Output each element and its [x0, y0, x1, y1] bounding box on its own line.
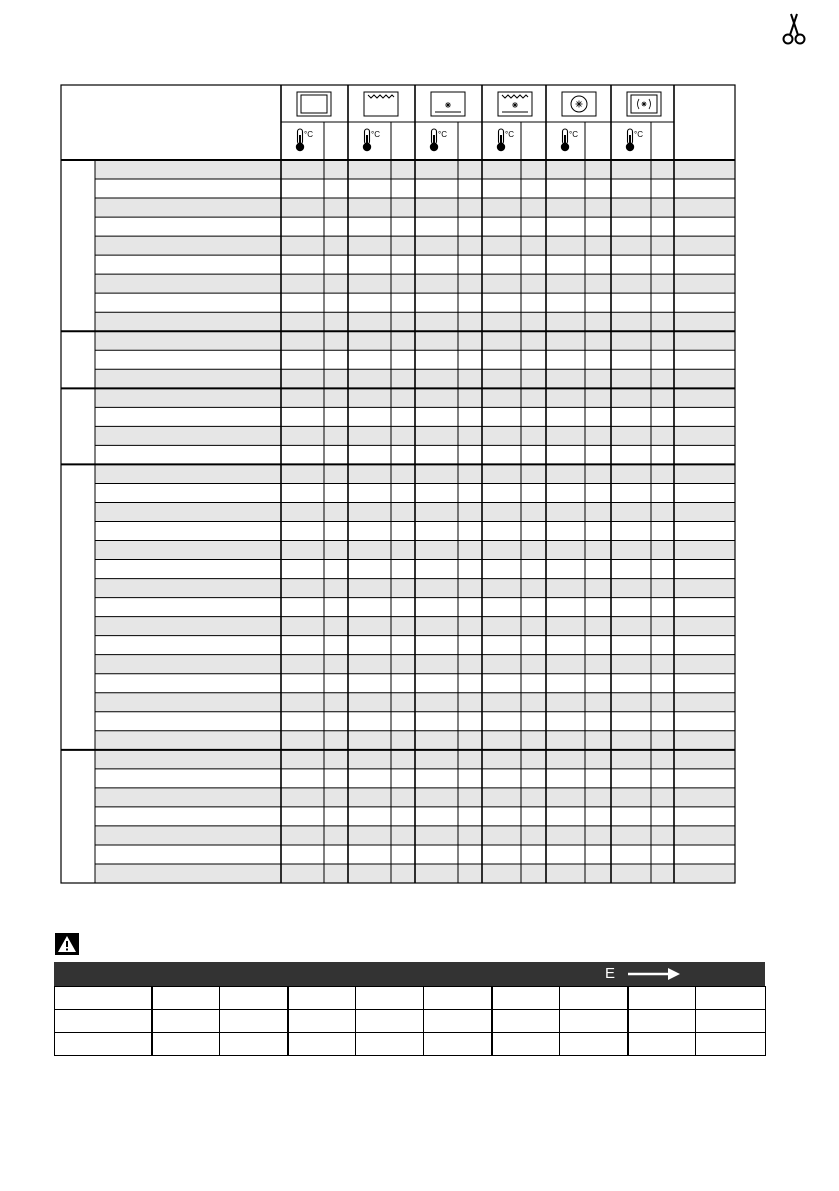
energy-cell: [560, 1010, 628, 1033]
energy-label: E: [605, 965, 616, 982]
energy-cell: [424, 1033, 492, 1056]
energy-cell: [356, 1010, 424, 1033]
circular-fan-icon: [562, 92, 596, 116]
energy-cell: [560, 1033, 628, 1056]
thermometer-icon: [296, 129, 313, 151]
thermometer-icon: [497, 129, 514, 151]
energy-cell: [356, 1033, 424, 1056]
energy-cell: [628, 1033, 696, 1056]
energy-cell: [152, 1033, 220, 1056]
conventional-heat-icon: [297, 92, 331, 116]
energy-cell: [288, 987, 356, 1010]
energy-cell: [152, 1010, 220, 1033]
thermometer-unit-label: °C: [371, 130, 380, 139]
energy-cell: [220, 987, 288, 1010]
energy-cell: [560, 987, 628, 1010]
energy-row: [55, 987, 766, 1010]
thermometer-icon: [626, 129, 643, 151]
energy-cell: [152, 987, 220, 1010]
energy-cell: [288, 1033, 356, 1056]
energy-cell: [55, 1010, 152, 1033]
energy-table: [54, 962, 765, 1056]
energy-cell: [492, 987, 560, 1010]
thermometer-icon: [363, 129, 380, 151]
energy-row: [55, 1033, 766, 1056]
energy-cell: [220, 1010, 288, 1033]
energy-cell: [356, 987, 424, 1010]
energy-cell: [628, 987, 696, 1010]
energy-header-bar: [54, 962, 765, 986]
energy-cell: [696, 1010, 766, 1033]
warning-triangle-icon: [55, 933, 79, 955]
energy-cell: [424, 1010, 492, 1033]
thermometer-unit-label: °C: [438, 130, 447, 139]
thermometer-unit-label: °C: [304, 130, 313, 139]
grill-icon: [364, 92, 398, 116]
energy-cell: [220, 1033, 288, 1056]
fan-conventional-icon: [627, 92, 661, 116]
energy-cell: [55, 987, 152, 1010]
thermometer-unit-label: °C: [634, 130, 643, 139]
fan-bottom-heat-icon: [431, 92, 465, 116]
energy-cell: [492, 1033, 560, 1056]
thermometer-unit-label: °C: [505, 130, 514, 139]
thermometer-unit-label: °C: [569, 130, 578, 139]
thermometer-icon: [430, 129, 447, 151]
energy-cell: [628, 1010, 696, 1033]
energy-cell: [696, 987, 766, 1010]
energy-cell: [492, 1010, 560, 1033]
energy-grid: [54, 986, 766, 1056]
arrow-right-icon: [626, 966, 682, 982]
energy-cell: [696, 1033, 766, 1056]
energy-cell: [55, 1033, 152, 1056]
fan-grill-icon: [498, 92, 532, 116]
energy-row: [55, 1010, 766, 1033]
thermometer-icon: [561, 129, 578, 151]
energy-cell: [424, 987, 492, 1010]
energy-cell: [288, 1010, 356, 1033]
